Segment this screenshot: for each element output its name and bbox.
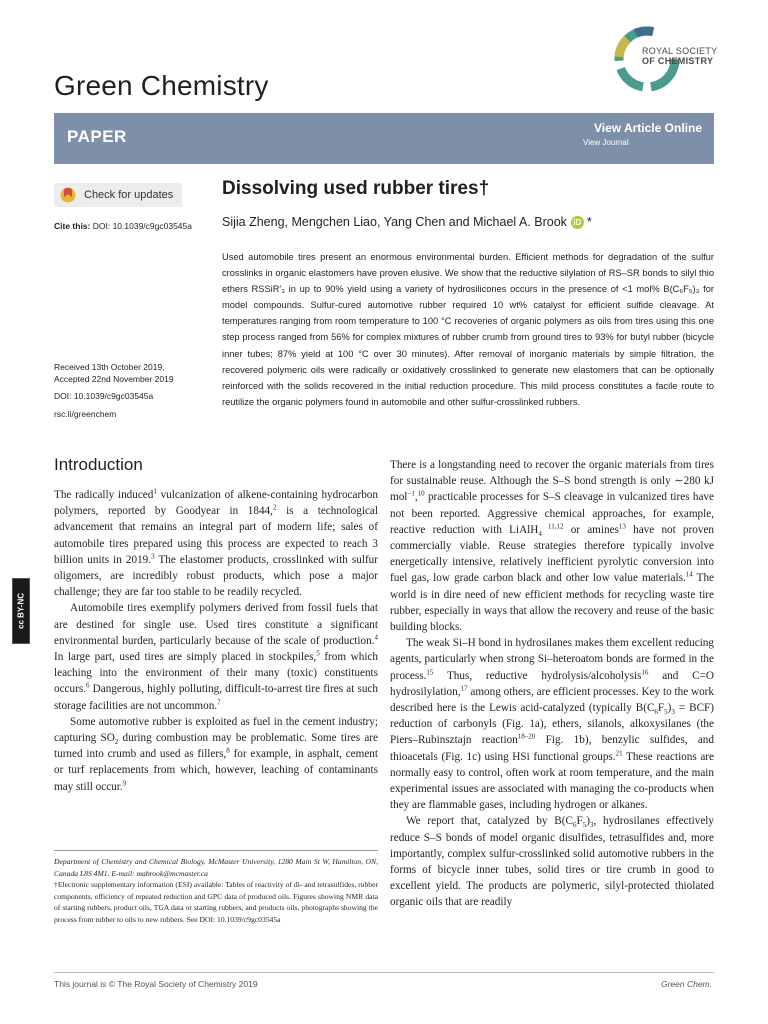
copyright-footer: This journal is © The Royal Society of Chemistry 2019 <box>54 979 258 989</box>
rsc-logo-line2: OF CHEMISTRY <box>642 56 714 66</box>
paragraph: There is a longstanding need to recover the organic materials from tires for sustainable reuse. Although the S–S bond strength is only ∼280 kJ mol$^{-1}$,$^{10}$ practicable processes for S–S cleavage in vulcanized tires have not been reported. Aggressive chemical approaches, for example, reactive reduction with LiAlH$_4$ $^{11,12}$ or amines$^{13}$ have not proven commercially viable. Reuse strategies therefore typically involve energetically intensive, relatively inefficient pyrolytic conversion into fuel gas, low grade carbon black and other low value materials.$^{14}$ The world is in dire need of new efficient methods for recycling waste tire rubber, especially in ways that allow the recovery and reuse of the basic building blocks. <box>390 459 715 634</box>
article-type-label: PAPER <box>67 127 127 146</box>
abstract: Used automobile tires present an enormous environmental burden. Efficient methods for degradation of the sulfur crosslinks in organic elastomers have proven elusive. We show that the reductive silylation of RS–SR bonds to silyl thio ethers RSSiR′₃ in up to 90% yield using a variety of hydrosilicones occurs in the presence of <1 mol% B(C₆F₅)₃ for model compounds. Sulfur-cured automotive rubber required 10 wt% catalyst for efficient sulfide cleavage. At temperatures ranging from room temperature to 100 °C recoveries of organic polymers as oils from tires using this one step process ranged from 56% for complex mixtures of rubber crumb from ground tires to 93% for butyl rubber (bicycle inner tubes; 87% yield at 100 °C over 30 minutes). After removal of inorganic materials by simple filtration, the recovered polymeric oils were radically or oxidatively crosslinked to generate new elastomers that can be optionally reinforced with the solids recovered in the initial reduction procedure. This mild process constitutes a facile route to reutilize the organic polymers found in automobile and other sulfur-crosslinked rubbers. <box>222 252 714 407</box>
crossmark-icon <box>60 187 76 203</box>
cite-this <box>54 221 192 231</box>
rsc-logo-line1: ROYAL SOCIETY <box>642 46 718 56</box>
received-dates <box>54 361 174 385</box>
check-for-updates-button[interactable] <box>54 183 182 207</box>
body-column-right <box>390 457 714 911</box>
authors-text: Sijia Zheng, Mengchen Liao, Yang Chen and Michael A. Brook <box>222 215 567 229</box>
orcid-icon[interactable]: iD <box>571 216 584 229</box>
accepted-date: Accepted 22nd November 2019 <box>54 374 174 384</box>
paragraph: The radically induced$^1$ vulcanization of alkene-containing hydrocarbon polymers, reported by Goodyear in 1844,$^2$ is a technological advancement that remains an integral part of modern life; sales of automobile tires prepared using this process are expected to reach 3 billion units in 2019.$^3$ The elastomer products, crosslinked with sulfur oligomers, are incredibly robust products, which pose a major challenge; they are far too stable to be readily recycled. <box>54 487 378 599</box>
paragraph: Some automotive rubber is exploited as fuel in the cement industry; capturing $SO_2$ during combustion may be problematic. Some tires are turned into crumb and used as fillers,$^8$ for example, in asphalt, cement or turf replacements from which, however, leaching of contaminants may still occur.$^9$ <box>54 715 379 793</box>
cite-doi[interactable]: DOI: 10.1039/c9gc03545a <box>90 221 192 231</box>
article-doi[interactable]: DOI: 10.1039/c9gc03545a <box>54 391 154 401</box>
view-journal-link[interactable]: View Journal <box>583 138 629 147</box>
journal-title: Green Chemistry <box>54 70 269 101</box>
cite-label: Cite this: <box>54 221 91 231</box>
affiliation-footnote: Department of Chemistry and Chemical Biology, McMaster University, 1280 Main St W, Hamilton, ON, Canada L8S 4M1. E-mail: mabrook@mcmaster.ca <box>54 857 378 878</box>
corresponding-author-mark: * <box>586 215 592 229</box>
paragraph: We report that, catalyzed by $B(C_6F_5)_3$, hydrosilanes effectively reduce S–S bonds of model organic disulfides, tetrasulfides and, more importantly, complex sulfur-crosslinked solid automotive rubbers in the forms of bicycle inner tubes, solid tires or tire crumb in good to excellent yield. The products are polymeric, silyl-protected thiolated organic oils that are readily <box>390 815 714 909</box>
footnotes <box>54 856 378 925</box>
cc-license-badge[interactable] <box>12 578 30 644</box>
paragraph: The weak Si–H bond in hydrosilanes makes them excellent reducing agents, particularly when strong Si–heteroatom bonds are formed in the process.$^{15}$ Thus, reductive hydrolysis/alcoholysis$^{16}$ and C=O hydrosilylation,$^{17}$ among others, are efficient processes. Key to the work described here is the Lewis acid-catalyzed (typically $B(C_6F_5)_3 = BCF$) reduction of carbonyls (Fig. 1a), ethers, silanols, alkoxysilanes (the Piers–Rubinsztajn reaction$^{18-20}$ Fig. 1b), benzylic sulfides, and thioacetals (Fig. 1c) using HSi functional groups.$^{21}$ These reactions are normally easy to control, often work at room temperature, and the main experimental issues are associated with managing the co-products when they are flammable gases, including hydrogen or alkanes. <box>390 637 714 812</box>
footnote-divider <box>54 850 378 851</box>
esi-footnote: †Electronic supplementary information (ESI) available: Tables of reactivity of di- and tetrasulfides, rubber components, efficiency of repeated reduction and GPC data of produced oils. Figures showing NMR data of starting rubbers, product oils, TGA data or starting rubbers, and products oils, photographs showing the process from rubber to oils to new rubbers. See DOI: 10.1039/c9gc03545a <box>54 880 378 924</box>
cc-by-nc-icon: cc BY-NC <box>16 592 26 630</box>
body-column-left <box>54 487 378 795</box>
check-for-updates-label: Check for updates <box>84 189 174 201</box>
journal-footer: Green Chem. <box>660 979 712 989</box>
paper-header-bar <box>54 113 714 164</box>
paragraph: Automobile tires exemplify polymers derived from fossil fuels that are destined for single use. Used tires constitute a significant environmental burden, particularly because of the scale of production.$^4$ In large part, used tires are simply placed in stockpiles,$^5$ from which leaching into the environment of their many (toxic) constituents occurs.$^6$ Dangerous, highly polluting, difficult-to-arrest tire fires at such storage facilities are not uncommon.$^7$ <box>54 602 378 712</box>
view-article-online-link[interactable]: View Article Online <box>593 121 702 135</box>
received-date: Received 13th October 2019, <box>54 362 165 372</box>
author-list <box>222 215 592 229</box>
section-heading-introduction: Introduction <box>54 455 143 474</box>
rsc-logo[interactable] <box>612 24 722 94</box>
footer-divider <box>54 972 714 973</box>
article-title: Dissolving used rubber tires† <box>222 178 490 199</box>
journal-link[interactable]: rsc.li/greenchem <box>54 409 117 419</box>
